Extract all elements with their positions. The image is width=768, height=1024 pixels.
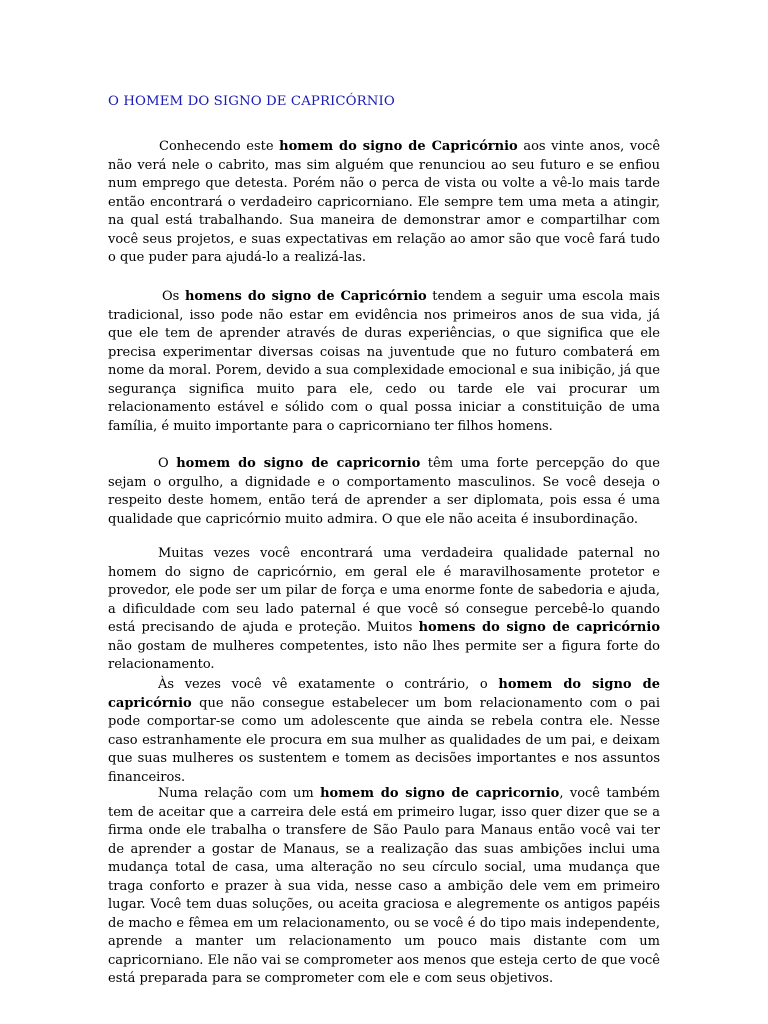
paragraph-3 [108,455,660,529]
bold-keyword: homens do signo de capricórnio [418,620,660,635]
bold-keyword: homem do signo de Capricórnio [279,139,518,154]
paragraph-text: que não consegue estabelecer um bom relacionamento com o pai pode comportar-se como um adolescente que ainda se rebela contra ele. Nesse caso estranhamente ele procura em sua mulher as qualidades de um pai, e deixam que suas mulheres os sustentem e tomem as decisões importantes e nos assuntos financeiros. [108,695,660,785]
bold-keyword: homem do signo de capricórnio [108,677,660,711]
paragraph-5 [108,676,660,787]
paragraph-text: não gostam de mulheres competentes, isto não lhes permite ser a figura forte do relacionamento. [108,638,660,672]
paragraph-text: Muitas vezes você encontrará uma verdadeira qualidade paternal no homem do signo de capricórnio, em geral ele é maravilhosamente protetor e provedor, ele pode ser um pilar de força e uma enorme fonte de sabedoria e ajuda, a dificuldade com seu lado paternal é que você só consegue percebê-lo quando está precisando de ajuda e proteção. Muitos [108,546,660,635]
paragraph-text: Conhecendo este [159,139,280,154]
paragraph-2 [108,288,660,436]
paragraph-text: têm uma forte percepção do que sejam o orgulho, a dignidade e o comportamento masculinos. Se você deseja o respeito deste homem, então terá de aprender a ser diplomata, pois essa é uma qualidade que capricórnio muito admira. O que ele não aceita é insubordinação. [108,456,660,527]
paragraph-1 [108,138,660,268]
bold-keyword: homem do signo de capricornio [320,786,560,801]
paragraph-text: aos vinte anos, você não verá nele o cabrito, mas sim alguém que renunciou ao seu futuro e se enfiou num emprego que detesta. Porém não o perca de vista ou volte a vê-lo mais tarde então encontrará o verdadeiro capricorniano. Ele sempre tem uma meta a atingir, na qual está trabalhando. Sua maneira de demonstrar amor e compartilhar com você seus projetos, e suas expectativas em relação ao amor são que você fará tudo o que puder para ajudá-lo a realizá-las. [108,139,661,265]
paragraph-text: O [158,456,177,471]
paragraph-text: Numa relação com um [158,786,321,801]
paragraph-text: , você também tem de aceitar que a carreira dele está em primeiro lugar, isso quer dizer que se a firma onde ele trabalha o transfere de São Paulo para Manaus então você vai ter de aprender a gostar de Manaus, se a realização das suas ambições inclui uma mudança total de casa, uma alteração no seu círculo social, uma mudança que traga conforto e prazer à sua vida, nesse caso a ambição dele vem em primeiro lugar. Você tem duas soluções, ou aceita graciosa e alegremente os antigos papéis de macho e fêmea em um relacionamento, ou se você é do tipo mais independente, aprende a manter um relacionamento um pouco mais distante com um capricorniano. Ele não vai se comprometer aos menos que esteja certo de que você está preparada para se comprometer com ele e com seus objetivos. [108,786,661,986]
paragraph-4 [108,545,660,675]
document-title: O HOMEM DO SIGNO DE CAPRICÓRNIO [108,94,395,109]
paragraph-text: tendem a seguir uma escola mais tradicional, isso pode não estar em evidência nos primeiros anos de sua vida, já que ele tem de aprender através de duras experiências, o que significa que ele precisa experimentar diversas coisas na juventude que no futuro combaterá em nome da moral. Porem, devido a sua complexidade emocional e sua inibição, já que segurança significa muito para ele, cedo ou tarde ele vai procurar um relacionamento estável e sólido com o qual possa iniciar a constituição de uma família, é muito importante para o capricorniano ter filhos homens. [108,289,660,434]
paragraph-6 [108,785,660,989]
paragraph-text: Os [162,289,185,304]
paragraph-text: Às vezes você vê exatamente o contrário, o [158,677,499,692]
bold-keyword: homens do signo de Capricórnio [184,289,427,304]
bold-keyword: homem do signo de capricornio [176,456,421,471]
